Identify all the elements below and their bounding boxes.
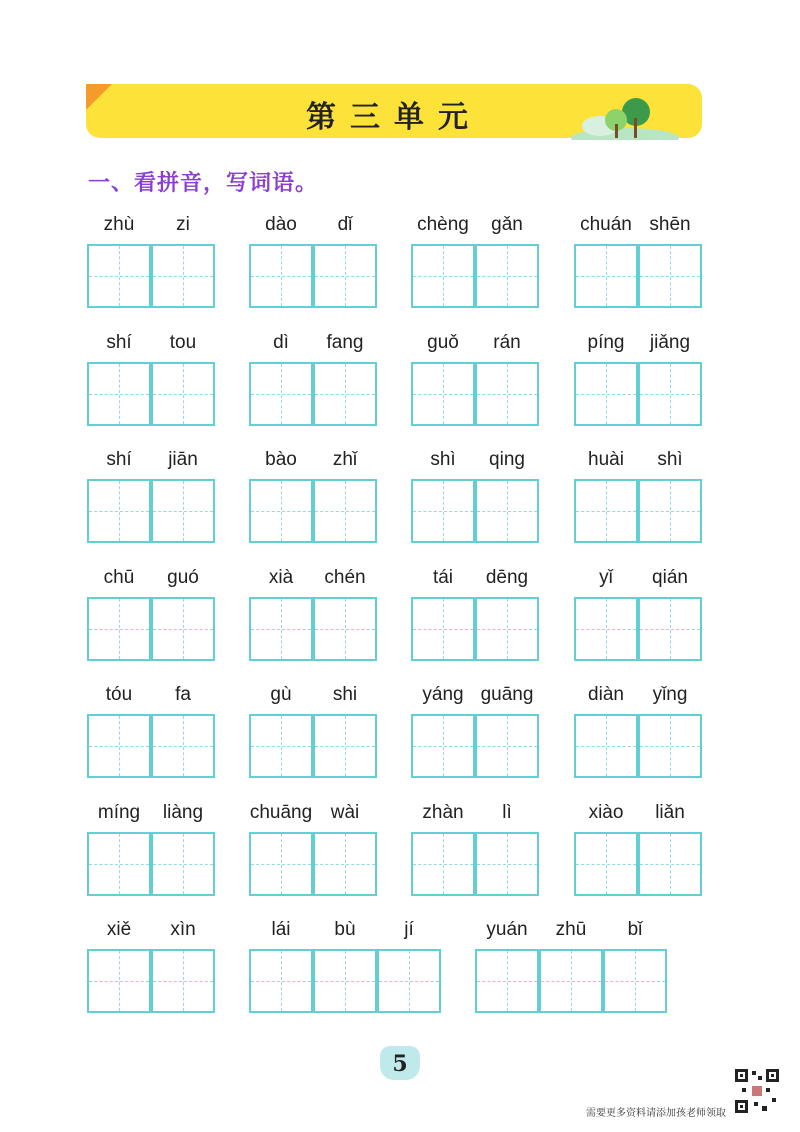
writing-box[interactable] xyxy=(313,714,377,778)
guide-line-vertical xyxy=(281,364,282,424)
guide-line-vertical xyxy=(606,364,607,424)
writing-box[interactable] xyxy=(638,597,702,661)
writing-box[interactable] xyxy=(87,714,151,778)
pinyin-label: gǎn xyxy=(491,214,523,235)
writing-box[interactable] xyxy=(87,597,151,661)
guide-line-vertical xyxy=(507,599,508,659)
pinyin-label: lì xyxy=(502,802,512,823)
writing-box[interactable] xyxy=(638,832,702,896)
guide-line-vertical xyxy=(183,599,184,659)
guide-line-vertical xyxy=(670,246,671,306)
guide-line-vertical xyxy=(119,481,120,541)
writing-box[interactable] xyxy=(539,949,603,1013)
pinyin-label: xiě xyxy=(106,919,132,940)
writing-box[interactable] xyxy=(313,597,377,661)
writing-box[interactable] xyxy=(151,949,215,1013)
writing-box[interactable] xyxy=(313,244,377,308)
pinyin-label: qián xyxy=(652,567,688,588)
guide-line-vertical xyxy=(507,481,508,541)
pinyin-label: bù xyxy=(334,919,356,940)
pinyin-label: yǐ xyxy=(599,567,613,588)
guide-line-vertical xyxy=(281,716,282,776)
guide-line-vertical xyxy=(281,481,282,541)
writing-box[interactable] xyxy=(574,597,638,661)
writing-box[interactable] xyxy=(475,362,539,426)
guide-line-vertical xyxy=(670,481,671,541)
pinyin-label: jiǎng xyxy=(649,332,691,353)
pinyin-label: wài xyxy=(330,802,360,823)
pinyin-label: jiān xyxy=(168,449,198,470)
guide-line-vertical xyxy=(443,364,444,424)
pinyin-label: xià xyxy=(268,567,294,588)
writing-box[interactable] xyxy=(87,244,151,308)
guide-line-vertical xyxy=(345,246,346,306)
writing-box[interactable] xyxy=(377,949,441,1013)
writing-box[interactable] xyxy=(249,479,313,543)
writing-box[interactable] xyxy=(151,597,215,661)
pinyin-label: shí xyxy=(106,332,132,353)
pinyin-label: guó xyxy=(167,567,199,588)
writing-box[interactable] xyxy=(411,597,475,661)
pinyin-label: zhū xyxy=(555,919,587,940)
guide-line-vertical xyxy=(571,951,572,1011)
pinyin-label: guǒ xyxy=(427,332,459,353)
guide-line-vertical xyxy=(281,599,282,659)
pinyin-label: dēng xyxy=(485,567,529,588)
pinyin-label: dào xyxy=(265,214,297,235)
guide-line-vertical xyxy=(507,951,508,1011)
guide-line-vertical xyxy=(670,834,671,894)
writing-box[interactable] xyxy=(603,949,667,1013)
pinyin-label: chèng xyxy=(417,214,469,235)
writing-box[interactable] xyxy=(249,362,313,426)
pinyin-label: zi xyxy=(176,214,190,235)
guide-line-vertical xyxy=(443,599,444,659)
writing-box[interactable] xyxy=(151,832,215,896)
guide-line-vertical xyxy=(443,246,444,306)
qr-code-icon xyxy=(734,1068,780,1114)
writing-box[interactable] xyxy=(151,362,215,426)
guide-line-vertical xyxy=(670,599,671,659)
section-title: 一、看拼音，写词语。 xyxy=(88,171,319,196)
writing-box[interactable] xyxy=(313,362,377,426)
pinyin-label: guāng xyxy=(480,684,534,705)
pinyin-label: shì xyxy=(430,449,456,470)
writing-box[interactable] xyxy=(313,479,377,543)
writing-box[interactable] xyxy=(151,244,215,308)
writing-box[interactable] xyxy=(574,832,638,896)
guide-line-vertical xyxy=(119,951,120,1011)
writing-box[interactable] xyxy=(411,479,475,543)
pinyin-label: qing xyxy=(489,449,525,470)
pinyin-label: chū xyxy=(103,567,135,588)
pinyin-label: bào xyxy=(265,449,297,470)
writing-box[interactable] xyxy=(249,714,313,778)
guide-line-vertical xyxy=(635,951,636,1011)
pinyin-label: fang xyxy=(326,332,364,353)
guide-line-vertical xyxy=(606,599,607,659)
pinyin-label: tou xyxy=(169,332,197,353)
guide-line-vertical xyxy=(183,716,184,776)
writing-box[interactable] xyxy=(574,362,638,426)
writing-box[interactable] xyxy=(87,832,151,896)
guide-line-vertical xyxy=(443,481,444,541)
pinyin-label: gù xyxy=(270,684,292,705)
writing-box[interactable] xyxy=(638,244,702,308)
guide-line-vertical xyxy=(345,481,346,541)
pinyin-label: zhàn xyxy=(422,802,464,823)
pinyin-label: diàn xyxy=(588,684,624,705)
guide-line-vertical xyxy=(606,716,607,776)
pinyin-label: shi xyxy=(332,684,358,705)
writing-box[interactable] xyxy=(411,832,475,896)
writing-box[interactable] xyxy=(475,832,539,896)
pinyin-label: zhù xyxy=(103,214,135,235)
guide-line-vertical xyxy=(183,364,184,424)
writing-box[interactable] xyxy=(249,832,313,896)
pinyin-label: bǐ xyxy=(627,919,643,940)
pinyin-label: rán xyxy=(493,332,521,353)
pinyin-label: tóu xyxy=(105,684,133,705)
guide-line-vertical xyxy=(183,834,184,894)
guide-line-vertical xyxy=(345,834,346,894)
writing-box[interactable] xyxy=(249,597,313,661)
pinyin-label: xiào xyxy=(588,802,624,823)
guide-line-vertical xyxy=(443,834,444,894)
guide-line-vertical xyxy=(281,246,282,306)
guide-line-vertical xyxy=(345,716,346,776)
writing-box[interactable] xyxy=(638,479,702,543)
writing-box[interactable] xyxy=(638,714,702,778)
pinyin-label: píng xyxy=(587,332,625,353)
writing-box[interactable] xyxy=(411,362,475,426)
writing-box[interactable] xyxy=(475,479,539,543)
pinyin-label: lái xyxy=(271,919,291,940)
pinyin-label: xìn xyxy=(170,919,196,940)
guide-line-vertical xyxy=(345,364,346,424)
pinyin-label: chuán xyxy=(580,214,632,235)
guide-line-vertical xyxy=(345,599,346,659)
pinyin-label: zhǐ xyxy=(332,449,358,470)
guide-line-vertical xyxy=(606,834,607,894)
writing-box[interactable] xyxy=(638,362,702,426)
guide-line-vertical xyxy=(443,716,444,776)
writing-box[interactable] xyxy=(574,244,638,308)
pinyin-label: fa xyxy=(175,684,191,705)
writing-box[interactable] xyxy=(475,949,539,1013)
pinyin-label: dǐ xyxy=(337,214,353,235)
footer-note: 需要更多资料请添加孩老师领取 xyxy=(586,1108,726,1119)
guide-line-vertical xyxy=(670,364,671,424)
writing-box[interactable] xyxy=(475,244,539,308)
guide-line-vertical xyxy=(507,716,508,776)
pinyin-label: liǎn xyxy=(655,802,685,823)
guide-line-vertical xyxy=(606,481,607,541)
pinyin-label: yǐng xyxy=(652,684,688,705)
writing-box[interactable] xyxy=(475,597,539,661)
writing-box[interactable] xyxy=(574,714,638,778)
pinyin-label: míng xyxy=(97,802,141,823)
guide-line-vertical xyxy=(409,951,410,1011)
pinyin-label: shí xyxy=(106,449,132,470)
guide-line-vertical xyxy=(119,834,120,894)
pinyin-label: shì xyxy=(657,449,683,470)
writing-box[interactable] xyxy=(87,479,151,543)
pinyin-label: chuāng xyxy=(249,802,313,823)
page-number: 5 xyxy=(380,1046,420,1080)
pinyin-label: liàng xyxy=(162,802,204,823)
writing-box[interactable] xyxy=(411,714,475,778)
pinyin-label: yuán xyxy=(486,919,528,940)
guide-line-vertical xyxy=(183,246,184,306)
pinyin-label: huài xyxy=(588,449,624,470)
guide-line-vertical xyxy=(183,481,184,541)
writing-box[interactable] xyxy=(313,949,377,1013)
writing-box[interactable] xyxy=(87,362,151,426)
guide-line-vertical xyxy=(507,834,508,894)
guide-line-vertical xyxy=(281,834,282,894)
pinyin-label: dì xyxy=(273,332,289,353)
guide-line-vertical xyxy=(119,246,120,306)
writing-box[interactable] xyxy=(249,949,313,1013)
pinyin-label: chén xyxy=(324,567,366,588)
pinyin-label: yáng xyxy=(422,684,464,705)
pinyin-label: tái xyxy=(432,567,454,588)
pinyin-label: jí xyxy=(404,919,414,940)
writing-box[interactable] xyxy=(313,832,377,896)
guide-line-vertical xyxy=(183,951,184,1011)
guide-line-vertical xyxy=(119,599,120,659)
guide-line-vertical xyxy=(606,246,607,306)
guide-line-vertical xyxy=(119,716,120,776)
writing-box[interactable] xyxy=(475,714,539,778)
unit-title: 第三单元 xyxy=(306,100,482,135)
guide-line-vertical xyxy=(507,364,508,424)
writing-box[interactable] xyxy=(411,244,475,308)
guide-line-vertical xyxy=(119,364,120,424)
guide-line-vertical xyxy=(670,716,671,776)
writing-box[interactable] xyxy=(249,244,313,308)
guide-line-vertical xyxy=(345,951,346,1011)
pinyin-label: shēn xyxy=(649,214,691,235)
writing-box[interactable] xyxy=(151,479,215,543)
guide-line-vertical xyxy=(507,246,508,306)
guide-line-vertical xyxy=(281,951,282,1011)
writing-box[interactable] xyxy=(87,949,151,1013)
writing-box[interactable] xyxy=(574,479,638,543)
writing-box[interactable] xyxy=(151,714,215,778)
